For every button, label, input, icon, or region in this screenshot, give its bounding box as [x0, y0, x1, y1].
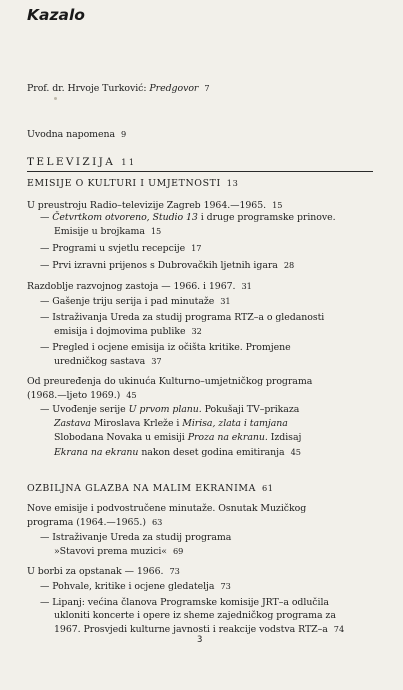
toc-text: programa (1964.—1965.) [27, 517, 146, 528]
toc-page-ref: 63 [151, 517, 163, 527]
toc-entry [40, 532, 231, 544]
toc-text: — Pohvale, kritike i ocjene gledatelja [40, 581, 215, 592]
toc-page-ref: 45 [290, 447, 301, 457]
page-number: 3 [197, 635, 203, 645]
toc-page-ref: 7 [204, 83, 210, 93]
toc-text: Uvodna napomena [27, 129, 116, 140]
toc-text: Nove emisije i podvostručene minutaže. Osnutak Muzičkog [27, 503, 307, 514]
toc-text: Miroslava Krleže i [90, 418, 183, 429]
toc-text: Predgovor [149, 83, 199, 94]
toc-page-ref: 15 [150, 226, 162, 236]
toc-text: Prof. dr. Hrvoje Turković: [27, 83, 150, 94]
toc-text: Zastava [54, 418, 91, 429]
toc-entry [27, 199, 282, 212]
toc-page-ref: 37 [151, 356, 162, 366]
toc-subsection-heading [27, 482, 274, 495]
toc-entry [54, 446, 301, 459]
toc-page-ref: 31 [241, 281, 252, 291]
toc-entry [54, 432, 301, 444]
toc-page-ref: 17 [191, 243, 202, 253]
toc-entry [27, 376, 312, 388]
toc-entry [54, 355, 162, 368]
toc-page-ref: 45 [126, 390, 137, 400]
toc-text: — Prvi izravni prijenos s Dubrovačkih ljetnih igara [40, 260, 278, 271]
toc-entry [54, 610, 336, 622]
toc-entry [40, 212, 336, 224]
toc-entry [40, 259, 294, 272]
toc-text: Ekrana na ekranu [54, 447, 139, 458]
toc-text: — [40, 212, 53, 223]
toc-entry [27, 82, 210, 95]
toc-entry [27, 503, 306, 515]
toc-text: U borbi za opstanak — 1966. [27, 566, 164, 577]
toc-text: nakon deset godina emitiranja [138, 447, 285, 458]
toc-page-ref: 73 [220, 581, 231, 591]
toc-text: Pokušaji TV–prikaza [201, 404, 300, 415]
toc-text: — Gašenje triju serija i pad minutaže [40, 296, 215, 307]
paper-speck [54, 97, 57, 100]
toc-text: ukloniti koncerte i opere iz sheme zajedničkog programa za [54, 610, 336, 621]
toc-text: uredničkog sastava [54, 356, 146, 367]
toc-page-ref: 61 [261, 483, 274, 493]
toc-entry [54, 418, 288, 430]
toc-entry [54, 545, 183, 558]
toc-entry [27, 280, 252, 293]
toc-text: »Stavovi prema muzici« [54, 546, 167, 557]
toc-page-ref: 74 [333, 624, 345, 634]
toc-text: — Istraživanja Ureda za studij programa RTZ–a o gledanosti [40, 312, 325, 323]
toc-text: Proza na ekranu. [187, 432, 268, 443]
toc-entry [27, 389, 137, 402]
toc-page-ref: 9 [121, 129, 127, 139]
toc-entry [40, 342, 291, 354]
toc-section-heading [27, 156, 137, 168]
toc-text: TELEVIZIJA [27, 156, 116, 168]
toc-page-ref: 32 [191, 326, 202, 336]
toc-text: Četvrtkom otvoreno, Studio 13 [52, 212, 198, 223]
toc-text: — Lipanj: većina članova Programske komisije JRT–a odlučila [40, 597, 329, 608]
toc-entry [40, 295, 231, 308]
toc-text: OZBILJNA GLAZBA NA MALIM EKRANIMA [27, 483, 256, 494]
toc-entry [27, 128, 126, 141]
toc-entry [40, 242, 201, 255]
toc-page-ref: 13 [226, 178, 239, 188]
toc-text: — Pregled i ocjene emisija iz očišta kritike. Promjene [40, 342, 291, 353]
toc-page-ref: 31 [220, 296, 231, 306]
toc-subsection-heading [27, 177, 238, 190]
toc-page-ref: 28 [283, 260, 295, 270]
toc-text: Slobodana Novaka u emisiji [54, 432, 188, 443]
toc-text: — Uvođenje serije [40, 404, 129, 415]
toc-text: Izdisaj [267, 432, 302, 443]
toc-entry [27, 516, 162, 529]
toc-text: U prvom planu. [128, 404, 202, 415]
toc-text: — Istraživanje Ureda za studij programa [40, 532, 232, 543]
toc-entry [54, 325, 202, 338]
toc-text: (1968.—ljeto 1969.) [27, 390, 121, 401]
toc-text: Mirisa, zlata i tamjana [182, 418, 288, 429]
toc-page-ref: 11 [121, 157, 137, 167]
toc-text: i druge programske prinove. [197, 212, 336, 223]
toc-entry [27, 565, 180, 578]
toc-text: — Programi u svjetlu recepcije [40, 243, 186, 254]
toc-entry [40, 597, 329, 609]
toc-entry [54, 225, 161, 238]
toc-text: EMISIJE O KULTURI I UMJETNOSTI [27, 178, 221, 189]
toc-text: Od preuređenja do ukinuća Kulturno–umjetničkog programa [27, 376, 313, 387]
toc-text: Razdoblje razvojnog zastoja — 1966. i 1967. [27, 281, 236, 292]
toc-entry [40, 312, 324, 324]
toc-text: emisija i dojmovima publike [54, 326, 186, 337]
toc-text: 1967. Prosvjedi kulturne javnosti i reakcije vodstva RTZ–a [54, 624, 328, 635]
toc-page-ref: 15 [272, 200, 283, 210]
toc-text: U preustroju Radio–televizije Zagreb 1964.—1965. [27, 200, 267, 211]
section-rule [27, 171, 373, 172]
toc-page-ref: 73 [169, 566, 180, 576]
toc-entry [40, 404, 299, 416]
toc-entry [40, 580, 231, 593]
toc-page-ref: 69 [172, 546, 184, 556]
toc-text: Emisije u brojkama [54, 226, 145, 237]
page-title: Kazalo [27, 6, 85, 24]
